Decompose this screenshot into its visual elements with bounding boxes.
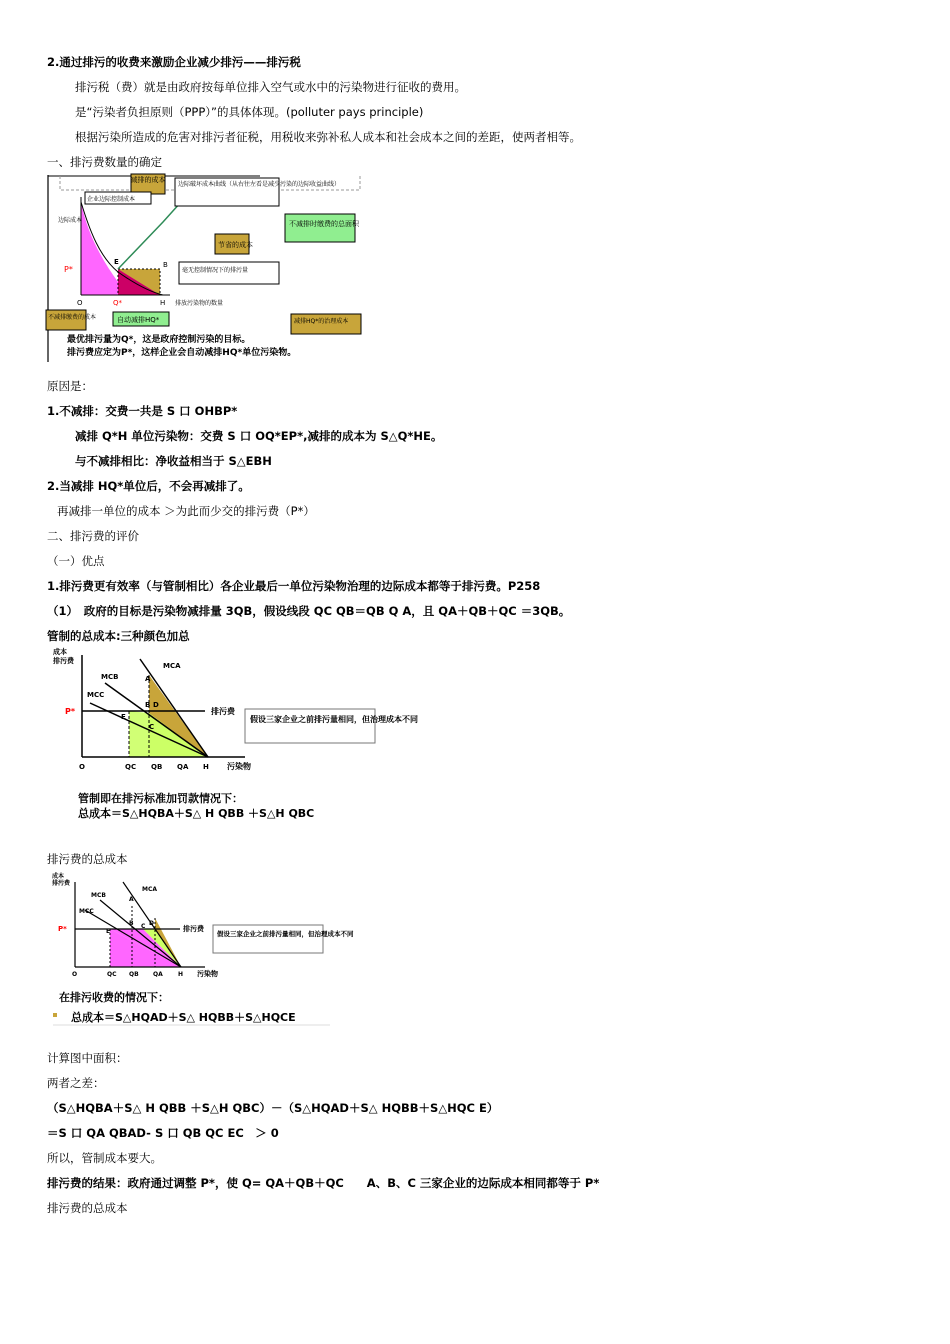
formula: ＝S 口 QA QBAD- S 口 QB QC EC ＞ 0 (47, 1126, 279, 1140)
label-o: O (79, 763, 85, 771)
axis-y-label: 成本 (53, 648, 67, 656)
label-e: E (106, 928, 111, 935)
axis-y-label: 边际成本 (58, 217, 83, 224)
subheading: 一、排污费数量的确定 (47, 155, 162, 169)
caption-line1: 在排污收费的情况下： (59, 991, 169, 1004)
label-fee-line: 排污费 (211, 707, 235, 716)
label-qstar: Q* (113, 299, 123, 307)
label-mcc: MCC (87, 691, 105, 699)
label-b: B (163, 261, 168, 269)
note-assumption: 假设三家企业之前排污量相同，但治理成本不同 (217, 930, 354, 938)
caption-line2: 总成本＝S△HQAD＋S△ HQBB＋S△HQCE (71, 1011, 296, 1024)
label-qb: QB (151, 763, 163, 771)
caption-line1: 管制即在排污标准加罚款情况下： (78, 792, 243, 805)
label-d: D (153, 701, 159, 709)
paragraph: 减排 Q*H 单位污染物：交费 S 口 OQ*EP*,减排的成本为 S△Q*HE。 (75, 429, 443, 443)
paragraph: 原因是： (47, 379, 93, 393)
note-assumption: 假设三家企业之前排污量相同，但治理成本不同 (250, 715, 418, 724)
axis-y-label: 排污费 (53, 657, 74, 665)
label-a: A (129, 896, 134, 903)
label-h: H (160, 299, 166, 307)
paragraph: 所以，管制成本要大。 (47, 1151, 162, 1165)
paragraph: 两者之差： (47, 1076, 105, 1090)
label-mca: MCA (163, 662, 181, 670)
paragraph: （1） 政府的目标是污染物减排量 3QB，假设线段 QC QB＝QB Q A，且 QA＋QB＋QC ＝3QB。 (47, 604, 571, 618)
label-o: O (77, 299, 83, 307)
paragraph: 计算图中面积： (47, 1051, 128, 1065)
label-h: H (203, 763, 209, 771)
label-qa: QA (177, 763, 189, 771)
label-d: D (149, 920, 154, 927)
label-b: B (145, 701, 151, 709)
label-fee-line: 排污费 (183, 925, 204, 933)
label-e: E (114, 258, 119, 266)
figure-emission-fee-determination (45, 172, 365, 364)
paragraph: 排污费的总成本 (47, 852, 128, 866)
paragraph: 排污费的总成本 (47, 1201, 128, 1215)
caption-line2: 排污费应定为P*，这样企业会自动减排HQ*单位污染物。 (67, 348, 297, 358)
formula: （S△HQBA＋S△ H QBB ＋S△H QBC）－（S△HQAD＋S△ HQBB＋S△HQC E） (47, 1101, 499, 1115)
section-heading: 2.通过排污的收费来激励企业减少排污——排污税 (47, 55, 301, 69)
paragraph: 与不减排相比：净收益相当于 S△EBH (75, 454, 272, 468)
figure-fee-total-cost (45, 870, 354, 1030)
label-e: E (121, 713, 126, 721)
label-mca: MCA (142, 886, 158, 893)
label-qb: QB (129, 971, 139, 978)
label-mcb: MCB (101, 673, 119, 681)
label-pstar: P* (58, 925, 67, 933)
label-a: A (145, 675, 151, 683)
paragraph: 排污费的结果：政府通过调整 P*，使 Q= QA＋QB＋QC A、B、C 三家企业的边际成本相同都等于 P* (47, 1176, 600, 1190)
label-pstar: P* (65, 707, 76, 716)
label-c: C (141, 923, 146, 930)
paragraph: 1.不减排：交费一共是 S 口 OHBP* (47, 404, 238, 418)
label-no-reduce-fee: 不减排缴费的成本 (48, 314, 97, 321)
label-mcb: MCB (91, 892, 106, 899)
paragraph: 2.当减排 HQ*单位后，不会再减排了。 (47, 479, 250, 493)
label-mdc-curve: 边际破坏成本曲线（从右往左看是减少污染的边际收益曲线） (178, 181, 341, 188)
label-saved-cost: 节省的成本 (218, 241, 253, 249)
label-mcc: 企业边际控制成本 (87, 196, 136, 203)
label-uncontrolled: 毫无控制情况下的排污量 (182, 267, 249, 274)
label-auto-reduce: 自动减排HQ* (117, 316, 160, 324)
label-no-reduce-total: 不减排时缴费的总面积 (289, 220, 359, 228)
label-qa: QA (153, 971, 163, 978)
paragraph: 排污税（费）就是由政府按每单位排入空气或水中的污染物进行征收的费用。 (75, 80, 466, 94)
paragraph: 1.排污费更有效率（与管制相比）各企业最后一单位污染物治理的边际成本都等于排污费。P258 (47, 579, 541, 593)
subheading: 二、排污费的评价 (47, 529, 139, 543)
axis-y-label: 排污费 (52, 880, 71, 887)
label-x-axis: 污染物 (227, 762, 251, 771)
paragraph: 再减排一单位的成本 ＞为此而少交的排污费（P*） (57, 504, 315, 518)
paragraph: 是“污染者负担原则（PPP）”的具体体现。(polluter pays principle) (75, 105, 424, 119)
label-emission: 排放污染物的数量 (175, 300, 224, 307)
label-x-axis: 污染物 (197, 970, 218, 978)
label-o: O (72, 971, 78, 978)
label-reduce-cost: 减排的成本 (130, 176, 166, 184)
label-mcc: MCC (79, 908, 94, 915)
caption-line1: 最优排污量为Q*，这是政府控制污染的目标。 (67, 335, 251, 345)
subheading: （一）优点 (47, 554, 105, 568)
label-c: C (149, 723, 155, 731)
paragraph: 管制的总成本:三种颜色加总 (47, 629, 190, 643)
label-qc: QC (107, 971, 117, 978)
label-qc: QC (125, 763, 137, 771)
caption-line2: 总成本＝S△HQBA＋S△ H QBB ＋S△H QBC (78, 807, 315, 820)
paragraph: 根据污染所造成的危害对排污者征税，用税收来弥补私人成本和社会成本之间的差距，使两者相等。 (75, 130, 581, 144)
label-b: B (129, 920, 134, 927)
label-h: H (178, 971, 184, 978)
label-pstar: P* (64, 265, 73, 274)
label-treat-cost: 减排HQ*的治理成本 (294, 318, 349, 325)
axis-y-label: 成本 (52, 873, 65, 880)
figure-regulation-total-cost (45, 645, 418, 830)
